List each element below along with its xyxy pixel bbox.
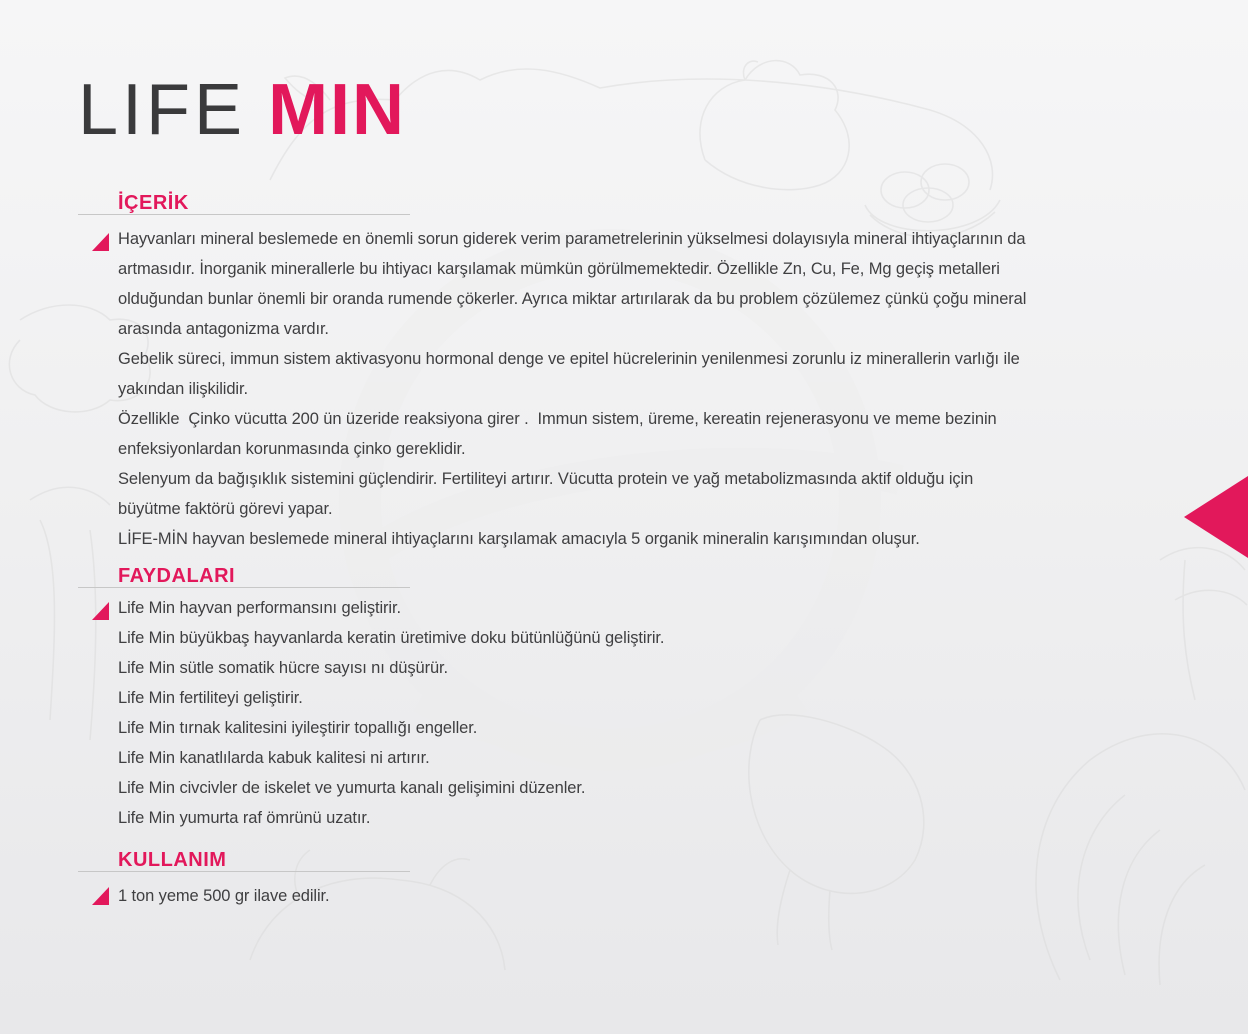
page-edge-arrow-icon (1184, 476, 1248, 558)
page-title (78, 70, 407, 150)
body-text-line: yakından ilişkilidir. (118, 380, 248, 398)
benefit-item: Life Min civcivler de iskelet ve yumurta kanalı gelişimini düzenler. (118, 779, 586, 797)
body-text-line: büyütme faktörü görevi yapar. (118, 500, 333, 518)
body-text-line: Selenyum da bağışıklık sistemini güçlendirir. Fertiliteyi artırır. Vücutta protein ve yağ metabolizmasında aktif olduğu için (118, 470, 974, 488)
body-text-line: arasında antagonizma vardır. (118, 320, 329, 338)
section-heading-kullanim: KULLANIM (118, 849, 227, 871)
page-title-bold: MIN (268, 70, 407, 150)
benefit-item: Life Min sütle somatik hücre sayısı nı düşürür. (118, 659, 449, 677)
heading-divider-icerik (78, 214, 410, 215)
body-text-line: enfeksiyonlardan korunmasında çinko gereklidir. (118, 440, 466, 458)
bullet-triangle-icon (92, 887, 109, 905)
body-text-line: Gebelik süreci, immun sistem aktivasyonu hormonal denge ve epitel hücrelerinin yenilenmesi zorunlu iz minerallerin varlığı ile (118, 350, 1020, 368)
section-heading-faydalari: FAYDALARI (118, 565, 236, 587)
benefit-item: Life Min hayvan performansını geliştirir. (118, 599, 401, 617)
heading-divider-faydalari (78, 587, 410, 588)
body-text-line: LİFE-MİN hayvan beslemede mineral ihtiyaçlarını karşılamak amacıyla 5 organik mineralin karışımından oluşur. (118, 530, 920, 548)
benefit-item: Life Min tırnak kalitesini iyileştirir topallığı engeller. (118, 719, 478, 737)
body-text-line: Hayvanları mineral beslemede en önemli sorun giderek verim parametrelerinin yükselmesi dolayısıyla mineral ihtiyaçlarının da (118, 230, 1026, 248)
kullanim-list (118, 881, 330, 911)
icerik-paragraphs (118, 224, 1026, 554)
rooster-sketch-bottom (749, 715, 924, 950)
body-text-line: Özellikle Çinko vücutta 200 ün üzeride reaksiyona girer . Immun sistem, üreme, kereatin rejenerasyonu ve meme bezinin (118, 410, 997, 428)
benefit-item: Life Min büyükbaş hayvanlarda keratin üretimive doku bütünlüğünü geliştirir. (118, 629, 665, 647)
hen-sketch-top (700, 61, 849, 190)
heading-divider-kullanim (78, 871, 410, 872)
bullet-triangle-icon (92, 233, 109, 251)
goat-sketch-right (1160, 548, 1247, 700)
body-text-line: olduğundan bunlar önemli bir oranda rumende çökerler. Ayrıca miktar artırılarak da bu problem çözülemez çünkü çoğu mineral (118, 290, 1027, 308)
usage-item: 1 ton yeme 500 gr ilave edilir. (118, 887, 330, 905)
benefit-item: Life Min kanatlılarda kabuk kalitesi ni artırır. (118, 749, 430, 767)
turkey-sketch-bottom-right (1036, 734, 1245, 985)
bullet-triangle-icon (92, 602, 109, 620)
page-title-light: LIFE (78, 70, 247, 150)
faydalari-list (118, 593, 664, 833)
benefit-item: Life Min yumurta raf ömrünü uzatır. (118, 809, 371, 827)
section-heading-icerik: İÇERİK (118, 192, 189, 214)
benefit-item: Life Min fertiliteyi geliştirir. (118, 689, 303, 707)
horse-sketch-left (30, 487, 110, 740)
body-text-line: artmasıdır. İnorganik minerallerle bu ihtiyacı karşılamak mümkün görülmemektedir. Özellikle Zn, Cu, Fe, Mg geçiş metalleri (118, 260, 1000, 278)
